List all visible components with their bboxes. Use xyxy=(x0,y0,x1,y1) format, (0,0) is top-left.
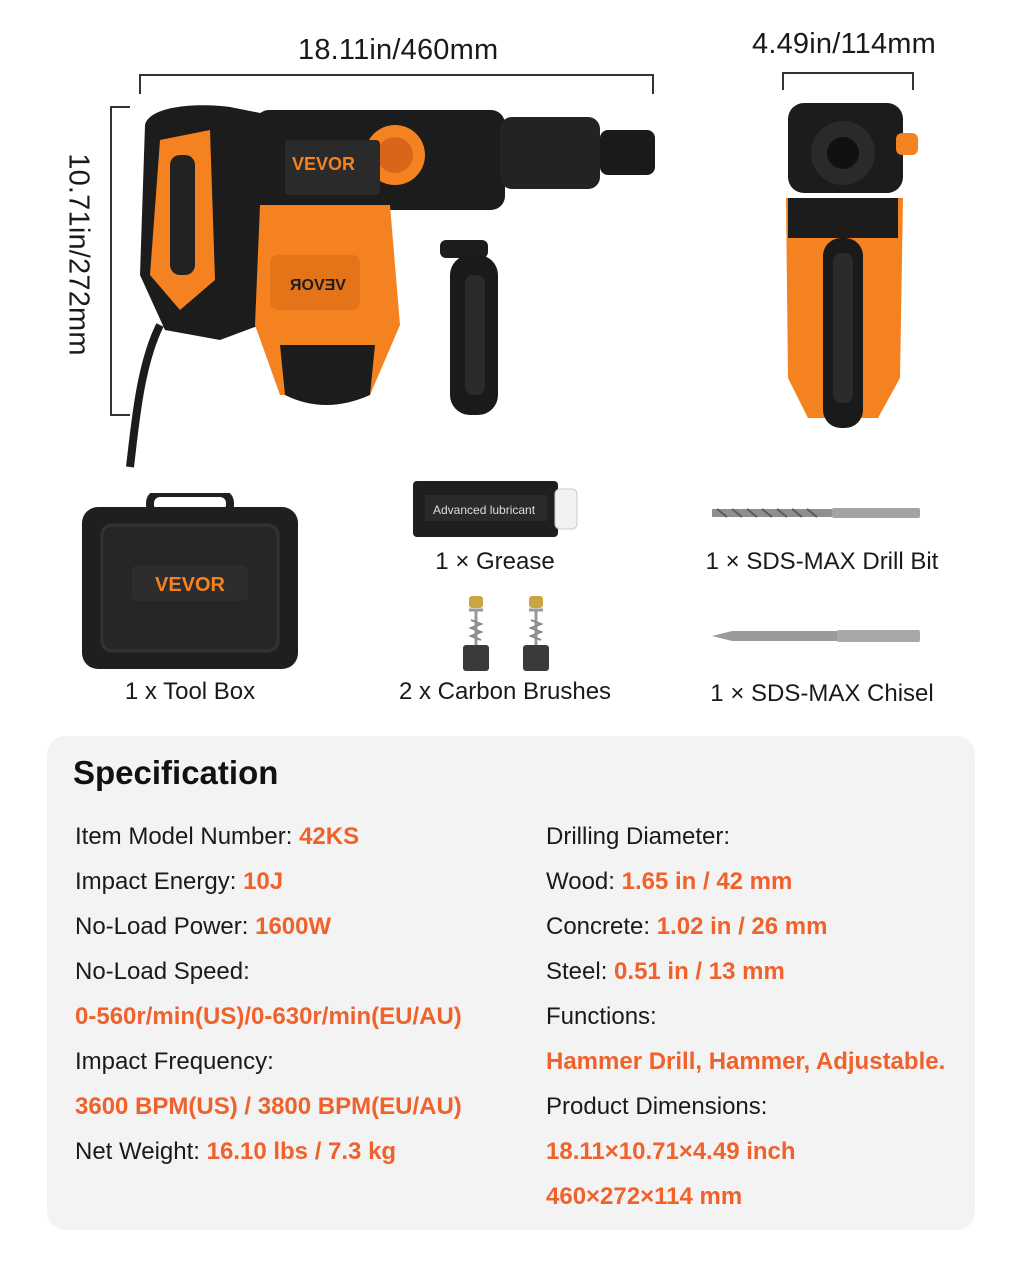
height-dimension-label: 10.71in/272mm xyxy=(62,153,95,356)
spec-row xyxy=(546,994,945,1039)
spec-label: No-Load Power: xyxy=(75,913,256,940)
width-dimension-label: 4.49in/114mm xyxy=(752,28,937,60)
width-dimension-tick-right xyxy=(912,72,914,90)
width-dimension-line xyxy=(782,72,914,74)
spec-label: Steel: xyxy=(546,958,615,985)
specification-card xyxy=(47,736,975,1230)
accessory-chisel-label: 1 × SDS-MAX Chisel xyxy=(710,680,934,707)
spec-row xyxy=(546,859,945,904)
accessory-grease-label: 1 × Grease xyxy=(435,548,555,575)
spec-value: 0-560r/min(US)/0-630r/min(EU/AU) xyxy=(75,1003,462,1030)
spec-value: 42KS xyxy=(299,823,360,850)
length-dimension-tick-left xyxy=(139,74,141,94)
spec-value: 16.10 lbs / 7.3 kg xyxy=(206,1138,397,1165)
spec-row xyxy=(75,949,462,994)
drill-bit-image xyxy=(712,503,922,523)
spec-row xyxy=(75,859,462,904)
spec-row xyxy=(546,949,945,994)
length-dimension-label: 18.11in/460mm xyxy=(298,34,499,66)
spec-value: 1.02 in / 26 mm xyxy=(656,913,828,940)
motor-logo: ЯOVƎV xyxy=(290,277,346,294)
spec-value: 10J xyxy=(243,868,284,895)
spec-row xyxy=(75,1039,462,1084)
spec-row xyxy=(546,1129,945,1174)
spec-label: Product Dimensions: xyxy=(546,1093,768,1120)
spec-left-column xyxy=(75,814,462,1174)
rotary-hammer-side-view xyxy=(120,95,665,470)
spec-label: Concrete: xyxy=(546,913,657,940)
carbon-brushes-image xyxy=(455,590,555,675)
spec-label: Impact Frequency: xyxy=(75,1048,274,1075)
spec-row xyxy=(75,1129,462,1174)
grease-tube-image xyxy=(405,475,580,545)
chisel-image xyxy=(712,627,922,645)
spec-row xyxy=(75,904,462,949)
spec-label: Net Weight: xyxy=(75,1138,207,1165)
length-dimension-tick-right xyxy=(652,74,654,94)
grease-tube-label: Advanced lubricant xyxy=(433,503,536,517)
spec-right-column xyxy=(546,814,945,1219)
spec-row xyxy=(546,1084,945,1129)
side-view-logo: VEVOR xyxy=(292,154,356,174)
spec-value: Hammer Drill, Hammer, Adjustable. xyxy=(546,1048,946,1075)
tool-box-logo: VEVOR xyxy=(154,574,226,596)
spec-label: Drilling Diameter: xyxy=(546,823,731,850)
height-dimension-line xyxy=(110,106,112,416)
spec-value: 3600 BPM(US) / 3800 BPM(EU/AU) xyxy=(75,1093,462,1120)
spec-label: Functions: xyxy=(546,1003,657,1030)
spec-label: Item Model Number: xyxy=(75,823,300,850)
spec-value: 0.51 in / 13 mm xyxy=(614,958,785,985)
accessory-drill-bit-label: 1 × SDS-MAX Drill Bit xyxy=(705,548,939,575)
spec-row xyxy=(75,1084,462,1129)
accessory-carbon-brushes-label: 2 x Carbon Brushes xyxy=(398,678,612,705)
spec-row xyxy=(75,814,462,859)
spec-label: Impact Energy: xyxy=(75,868,244,895)
length-dimension-line xyxy=(139,74,654,76)
tool-box-image xyxy=(80,493,300,673)
specification-title: Specification xyxy=(73,754,279,791)
spec-row xyxy=(546,904,945,949)
rotary-hammer-front-view xyxy=(778,98,918,443)
spec-row xyxy=(546,1039,945,1084)
spec-value: 1600W xyxy=(255,913,332,940)
spec-value: 460×272×114 mm xyxy=(546,1183,743,1210)
spec-label: Wood: xyxy=(546,868,622,895)
spec-value: 1.65 in / 42 mm xyxy=(621,868,793,895)
width-dimension-tick-left xyxy=(782,72,784,90)
spec-row xyxy=(546,814,945,859)
spec-row xyxy=(546,1174,945,1219)
spec-label: No-Load Speed: xyxy=(75,958,250,985)
spec-value: 18.11×10.71×4.49 inch xyxy=(546,1138,796,1165)
spec-row xyxy=(75,994,462,1039)
accessory-tool-box-label: 1 x Tool Box xyxy=(124,678,256,705)
